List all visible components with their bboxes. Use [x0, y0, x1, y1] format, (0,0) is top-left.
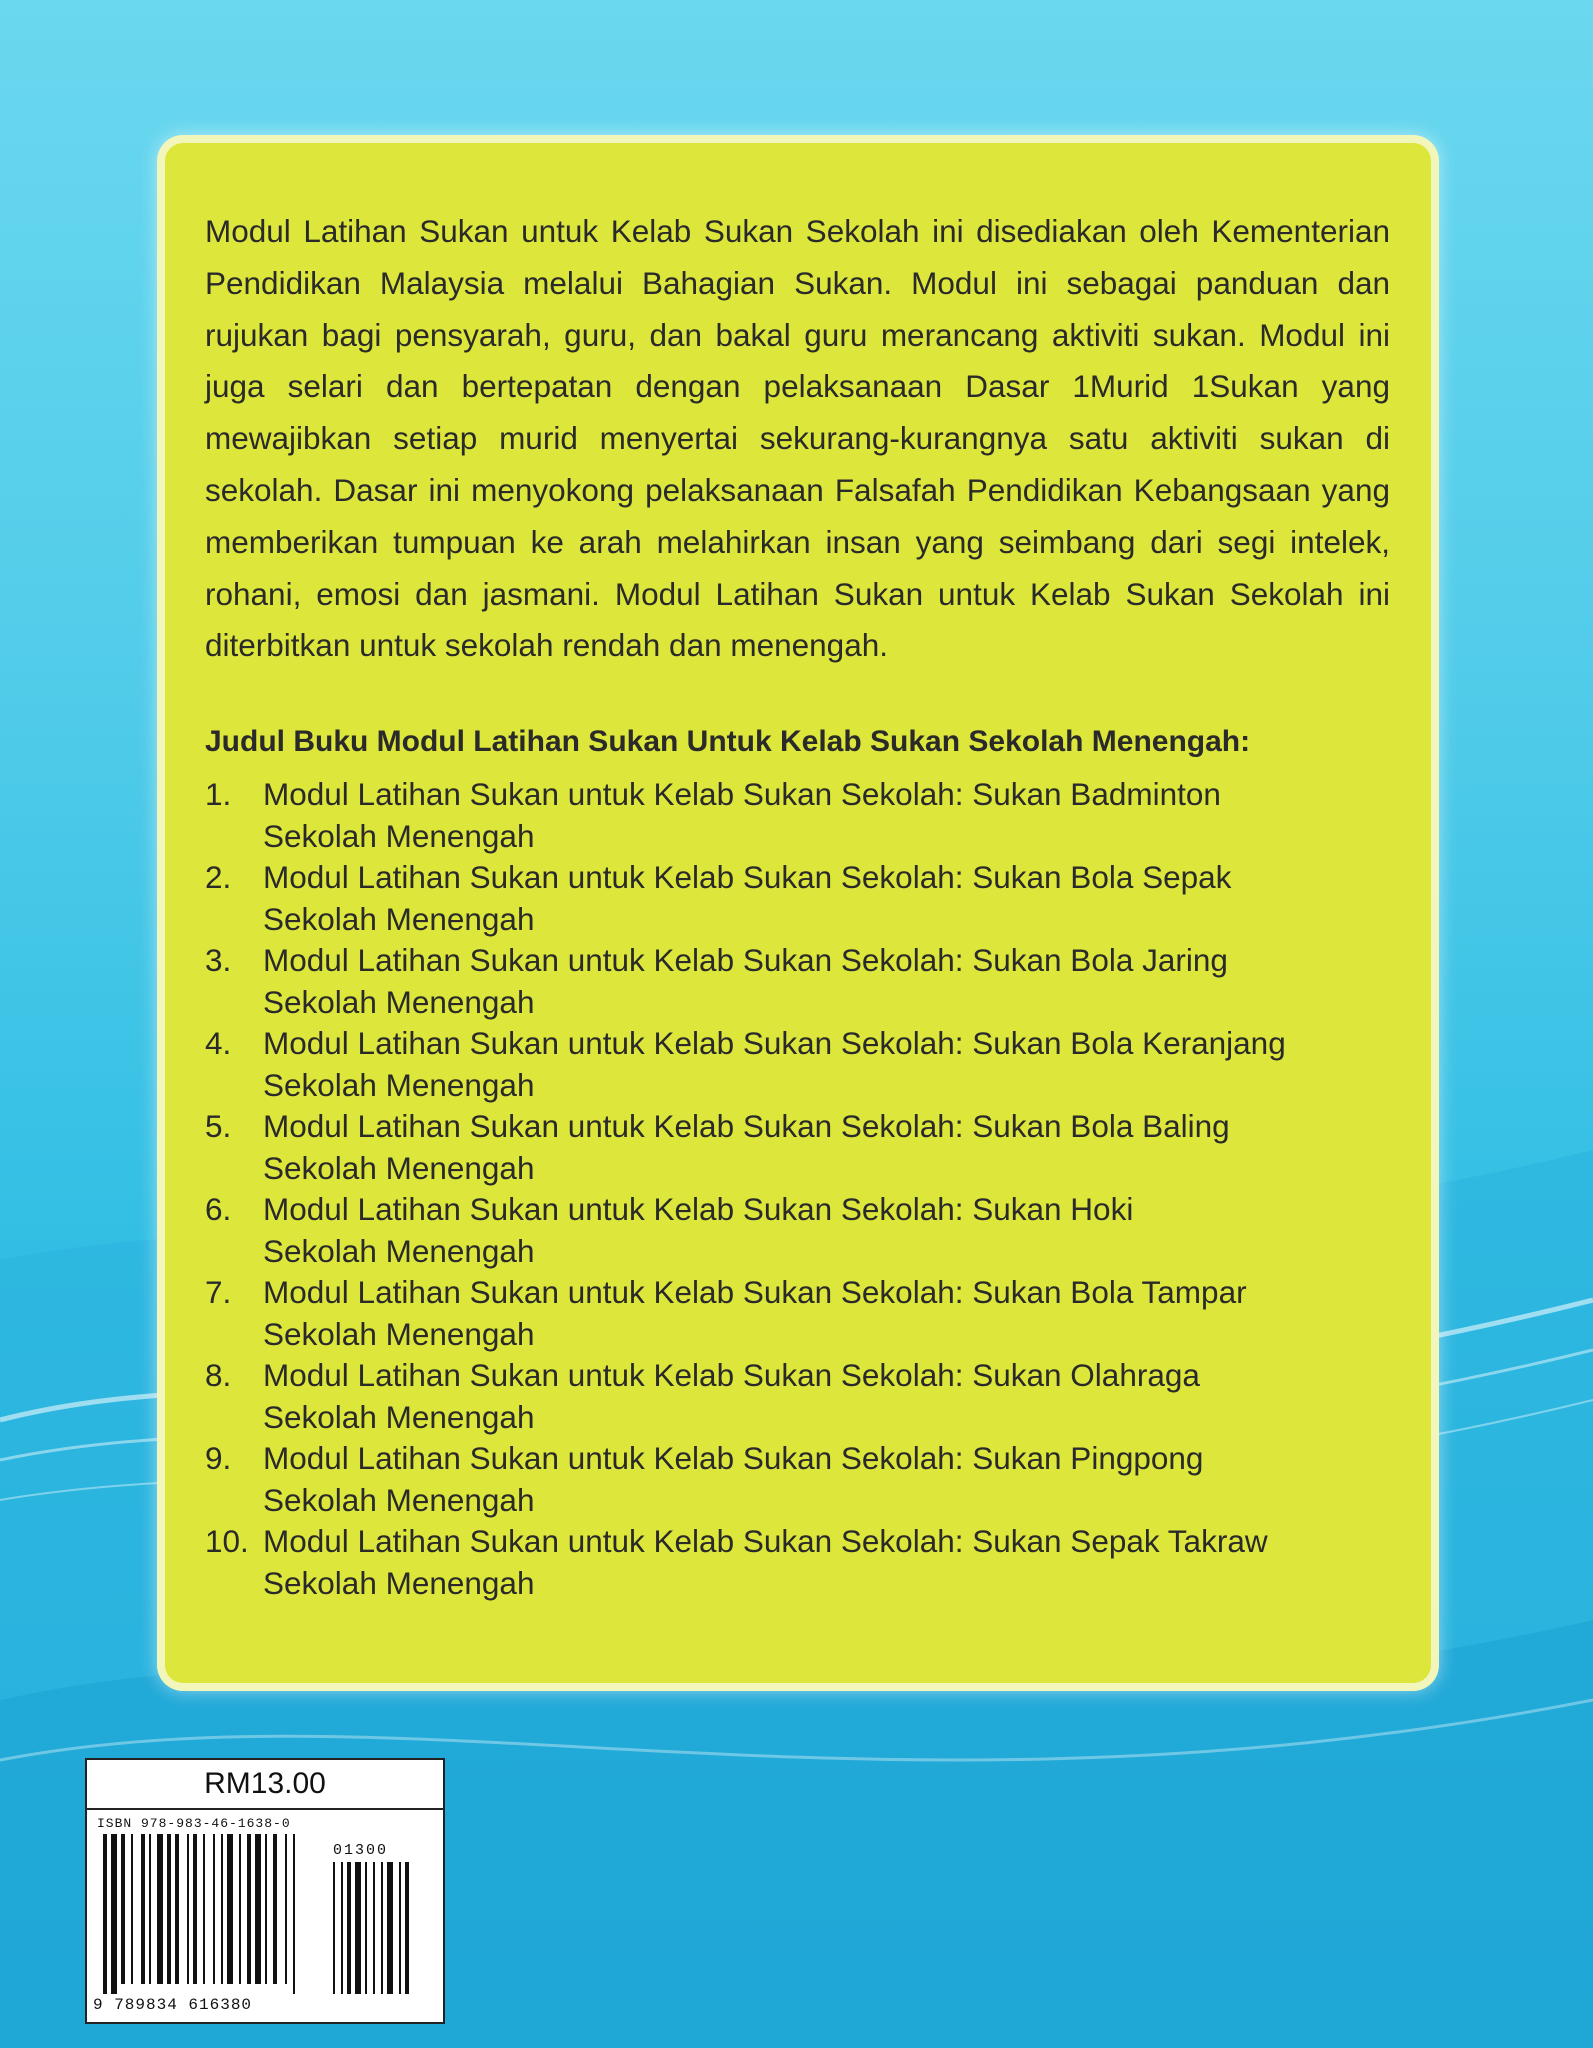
- book-title: Modul Latihan Sukan untuk Kelab Sukan Sekolah: Sukan Pingpong: [263, 1440, 1204, 1476]
- barcode-bar: [121, 1834, 125, 1984]
- item-number: 5.: [205, 1108, 232, 1144]
- barcode-bar: [273, 1834, 277, 1984]
- book-title: Modul Latihan Sukan untuk Kelab Sukan Sekolah: Sukan Bola Keranjang: [263, 1025, 1286, 1061]
- book-subtitle: Sekolah Menengah: [263, 1232, 535, 1269]
- book-title: Modul Latihan Sukan untuk Kelab Sukan Sekolah: Sukan Sepak Takraw: [263, 1523, 1268, 1559]
- book-list-item: [205, 1355, 1385, 1438]
- book-subtitle: Sekolah Menengah: [263, 1149, 535, 1186]
- barcode-bar: [187, 1834, 189, 1984]
- item-number: 6.: [205, 1191, 232, 1227]
- book-subtitle: Sekolah Menengah: [263, 1066, 535, 1103]
- intro-paragraph: Modul Latihan Sukan untuk Kelab Sukan Sekolah ini disediakan oleh Kementerian Pendidikan Malaysia melalui Bahagian Sukan. Modul ini sebagai panduan dan rujukan bagi pensyarah, guru, dan bakal guru merancang aktiviti sukan. Modul ini juga selari dan bertepatan dengan pelaksanaan Dasar 1Murid 1Sukan yang mewajibkan setiap murid menyertai sekurang-kurangnya satu aktiviti sukan di sekolah. Dasar ini menyokong pelaksanaan Falsafah Pendidikan Kebangsaan yang memberikan tumpuan ke arah melahirkan insan yang seimbang dari segi intelek, rohani, emosi dan jasmani. Modul Latihan Sukan untuk Kelab Sukan Sekolah ini diterbitkan untuk sekolah rendah dan menengah.: [205, 213, 1390, 664]
- isbn-label: ISBN 978-983-46-1638-0: [97, 1816, 291, 1831]
- barcode-addon-bar: [355, 1862, 361, 1994]
- book-subtitle: Sekolah Menengah: [263, 1481, 535, 1518]
- barcode-addon-digits: 01300: [333, 1842, 389, 1859]
- barcode-icon: [87, 1760, 443, 2022]
- barcode-addon-bar: [333, 1862, 335, 1994]
- item-number: 7.: [205, 1274, 232, 1310]
- book-list-title: Judul Buku Modul Latihan Sukan Untuk Kelab Sukan Sekolah Menengah:: [205, 725, 1251, 758]
- item-number: 1.: [205, 776, 232, 812]
- book-title: Modul Latihan Sukan untuk Kelab Sukan Sekolah: Sukan Bola Sepak: [263, 859, 1232, 895]
- barcode-addon-bar: [405, 1862, 409, 1994]
- item-number: 10.: [205, 1523, 249, 1559]
- barcode-addon-bar: [381, 1862, 383, 1994]
- book-list-item: [205, 1189, 1385, 1272]
- book-list: [205, 774, 1385, 1604]
- price-label: RM13.00: [87, 1760, 443, 1810]
- book-subtitle: Sekolah Menengah: [263, 983, 535, 1020]
- barcode-bar: [193, 1834, 197, 1984]
- barcode-addon-bar: [347, 1862, 351, 1994]
- book-title: Modul Latihan Sukan untuk Kelab Sukan Sekolah: Sukan Bola Baling: [263, 1108, 1230, 1144]
- book-title: Modul Latihan Sukan untuk Kelab Sukan Sekolah: Sukan Hoki: [263, 1191, 1134, 1227]
- barcode-addon-bar: [399, 1862, 401, 1994]
- book-subtitle: Sekolah Menengah: [263, 1564, 535, 1601]
- barcode-bar: [203, 1834, 205, 1984]
- barcode-bar: [149, 1834, 151, 1984]
- item-number: 8.: [205, 1357, 232, 1393]
- item-number: 9.: [205, 1440, 232, 1476]
- barcode-bar: [157, 1834, 163, 1984]
- barcode-bar: [103, 1834, 107, 1994]
- barcode-bar: [285, 1834, 287, 1984]
- barcode-bar: [265, 1834, 267, 1984]
- barcode-addon-bar: [341, 1862, 343, 1994]
- book-list-item: [205, 1521, 1385, 1604]
- book-title: Modul Latihan Sukan untuk Kelab Sukan Sekolah: Sukan Badminton: [263, 776, 1221, 812]
- book-title: Modul Latihan Sukan untuk Kelab Sukan Sekolah: Sukan Olahraga: [263, 1357, 1200, 1393]
- book-title: Modul Latihan Sukan untuk Kelab Sukan Sekolah: Sukan Bola Jaring: [263, 942, 1228, 978]
- item-number: 3.: [205, 942, 232, 978]
- barcode-bar: [131, 1834, 133, 1984]
- book-subtitle: Sekolah Menengah: [263, 1398, 535, 1435]
- barcode-bar: [247, 1834, 251, 1984]
- barcode-box: [85, 1758, 445, 2024]
- book-list-item: [205, 774, 1385, 857]
- barcode-addon-bar: [373, 1862, 375, 1994]
- barcode-bar: [175, 1834, 179, 1984]
- barcode-bar: [255, 1834, 261, 1984]
- book-title: Modul Latihan Sukan untuk Kelab Sukan Sekolah: Sukan Bola Tampar: [263, 1274, 1247, 1310]
- book-subtitle: Sekolah Menengah: [263, 1315, 535, 1352]
- barcode-bar: [293, 1834, 295, 1994]
- barcode-addon-bar: [387, 1862, 393, 1994]
- book-list-item: [205, 940, 1385, 1023]
- barcode-bar: [111, 1834, 117, 1994]
- item-number: 2.: [205, 859, 232, 895]
- barcode-addon-bar: [365, 1862, 367, 1994]
- item-number: 4.: [205, 1025, 232, 1061]
- barcode-bar: [221, 1834, 223, 1984]
- barcode-bar: [141, 1834, 145, 1984]
- barcode-digits: 9 789834 616380: [93, 1996, 253, 2014]
- book-list-item: [205, 1438, 1385, 1521]
- barcode-bar: [167, 1834, 171, 1984]
- barcode-bar: [239, 1834, 241, 1984]
- barcode-bar: [213, 1834, 215, 1984]
- book-list-item: [205, 1272, 1385, 1355]
- book-list-item: [205, 857, 1385, 940]
- book-subtitle: Sekolah Menengah: [263, 900, 535, 937]
- barcode-bar: [227, 1834, 233, 1984]
- book-subtitle: Sekolah Menengah: [263, 817, 535, 854]
- book-list-item: [205, 1106, 1385, 1189]
- book-list-item: [205, 1023, 1385, 1106]
